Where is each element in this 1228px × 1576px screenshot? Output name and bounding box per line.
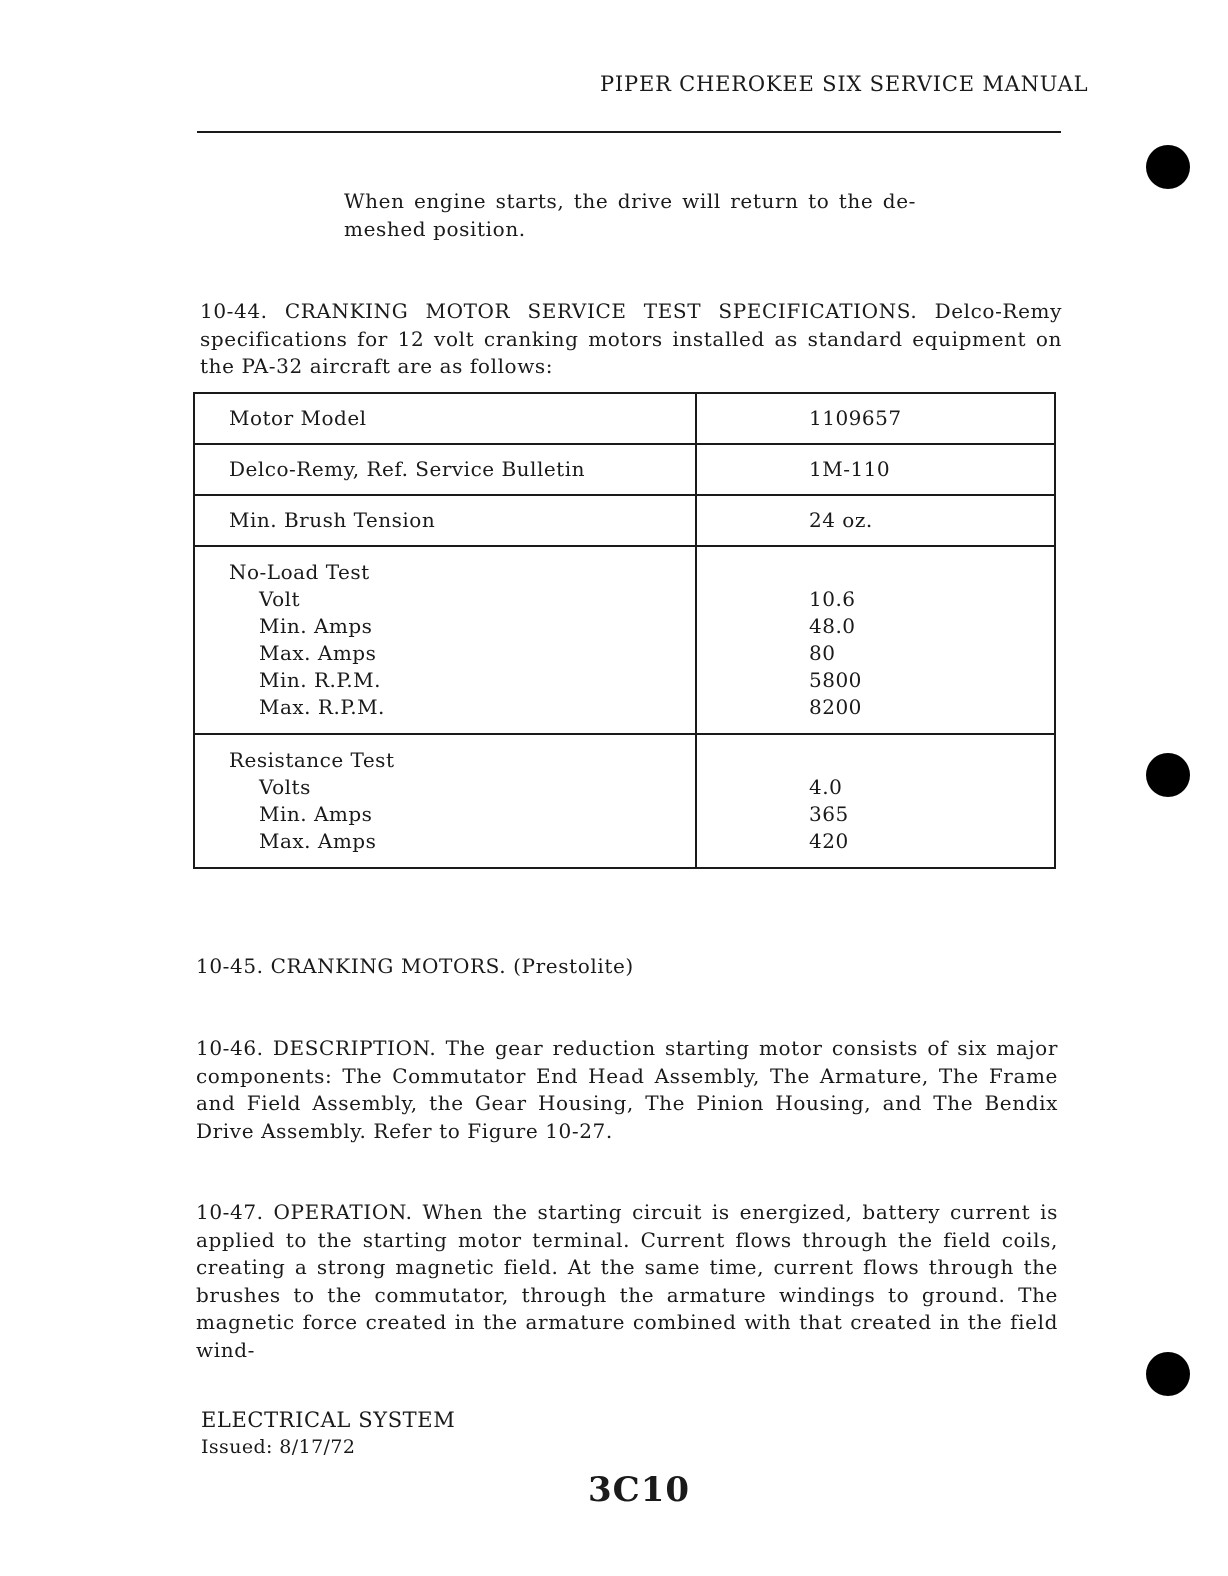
footer-issued-date: Issued: 8/17/72	[201, 1436, 356, 1458]
section-10-46-body: The gear reduction starting motor consists of six major components: The Commutator End Head Assembly, The Armature, The Frame and Field Assembly, the Gear Housing, The Pinion Housing, and The Bendix Drive Assembly. Refer to Figure 10-27.	[196, 1036, 1058, 1143]
section-10-45	[196, 953, 1058, 981]
no-load-max-amps-value: 80	[809, 641, 836, 665]
resistance-volts-value: 4.0	[809, 775, 843, 799]
resistance-test-labels	[194, 734, 696, 868]
header-rule	[197, 131, 1061, 133]
table-row	[194, 546, 1055, 734]
footer-section-name: ELECTRICAL SYSTEM	[201, 1408, 456, 1432]
section-10-47-body: When the starting circuit is energized, battery current is applied to the starting motor terminal. Current flows through the field coils, creating a strong magnetic field. At the same time, current flows through the brushes to the commutator, through the armature windings to ground. The magnetic force created in the armature combined with that created in the field wind-	[196, 1200, 1058, 1362]
section-10-46-heading: 10-46. DESCRIPTION.	[196, 1036, 437, 1060]
brush-tension-label: Min. Brush Tension	[194, 495, 696, 546]
table-row	[194, 734, 1055, 868]
no-load-min-amps-value: 48.0	[809, 614, 856, 638]
section-10-45-note: (Prestolite)	[513, 954, 634, 978]
section-10-47-heading: 10-47. OPERATION.	[196, 1200, 413, 1224]
manual-title: PIPER CHEROKEE SIX SERVICE MANUAL	[600, 72, 1089, 96]
binder-hole-bottom	[1146, 1352, 1190, 1396]
no-load-max-amps-label: Max. Amps	[259, 641, 377, 665]
section-10-46	[196, 1035, 1058, 1145]
section-10-44	[200, 298, 1062, 381]
binder-hole-top	[1146, 145, 1190, 189]
no-load-volt-value: 10.6	[809, 587, 856, 611]
section-10-45-heading: 10-45. CRANKING MOTORS.	[196, 954, 507, 978]
intro-paragraph: When engine starts, the drive will return to the de-meshed position.	[344, 189, 916, 241]
resistance-test-values	[696, 734, 1055, 868]
table-row	[194, 444, 1055, 495]
no-load-min-amps-label: Min. Amps	[259, 614, 373, 638]
section-10-47	[196, 1199, 1058, 1364]
no-load-test-values	[696, 546, 1055, 734]
no-load-test-labels	[194, 546, 696, 734]
no-load-max-rpm-label: Max. R.P.M.	[259, 695, 385, 719]
bulletin-label: Delco-Remy, Ref. Service Bulletin	[194, 444, 696, 495]
table-row	[194, 495, 1055, 546]
bulletin-value: 1M-110	[696, 444, 1055, 495]
table-row	[194, 393, 1055, 444]
resistance-volts-label: Volts	[259, 775, 311, 799]
resistance-test-title: Resistance Test	[229, 748, 395, 772]
section-10-44-body: Delco-Remy specifications for 12 volt cranking motors installed as standard equipment on the PA-32 aircraft are as follows:	[200, 299, 1062, 378]
no-load-min-rpm-label: Min. R.P.M.	[259, 668, 381, 692]
brush-tension-value: 24 oz.	[696, 495, 1055, 546]
resistance-max-amps-value: 420	[809, 829, 849, 853]
resistance-min-amps-value: 365	[809, 802, 849, 826]
no-load-test-title: No-Load Test	[229, 560, 370, 584]
no-load-volt-label: Volt	[259, 587, 301, 611]
no-load-max-rpm-value: 8200	[809, 695, 862, 719]
section-10-44-heading: 10-44. CRANKING MOTOR SERVICE TEST SPECIFICATIONS.	[200, 299, 918, 323]
motor-model-label: Motor Model	[194, 393, 696, 444]
cranking-motor-spec-table	[193, 392, 1056, 869]
no-load-min-rpm-value: 5800	[809, 668, 862, 692]
binder-hole-middle	[1146, 753, 1190, 797]
page-code: 3C10	[588, 1470, 691, 1510]
resistance-max-amps-label: Max. Amps	[259, 829, 377, 853]
motor-model-value: 1109657	[696, 393, 1055, 444]
resistance-min-amps-label: Min. Amps	[259, 802, 373, 826]
